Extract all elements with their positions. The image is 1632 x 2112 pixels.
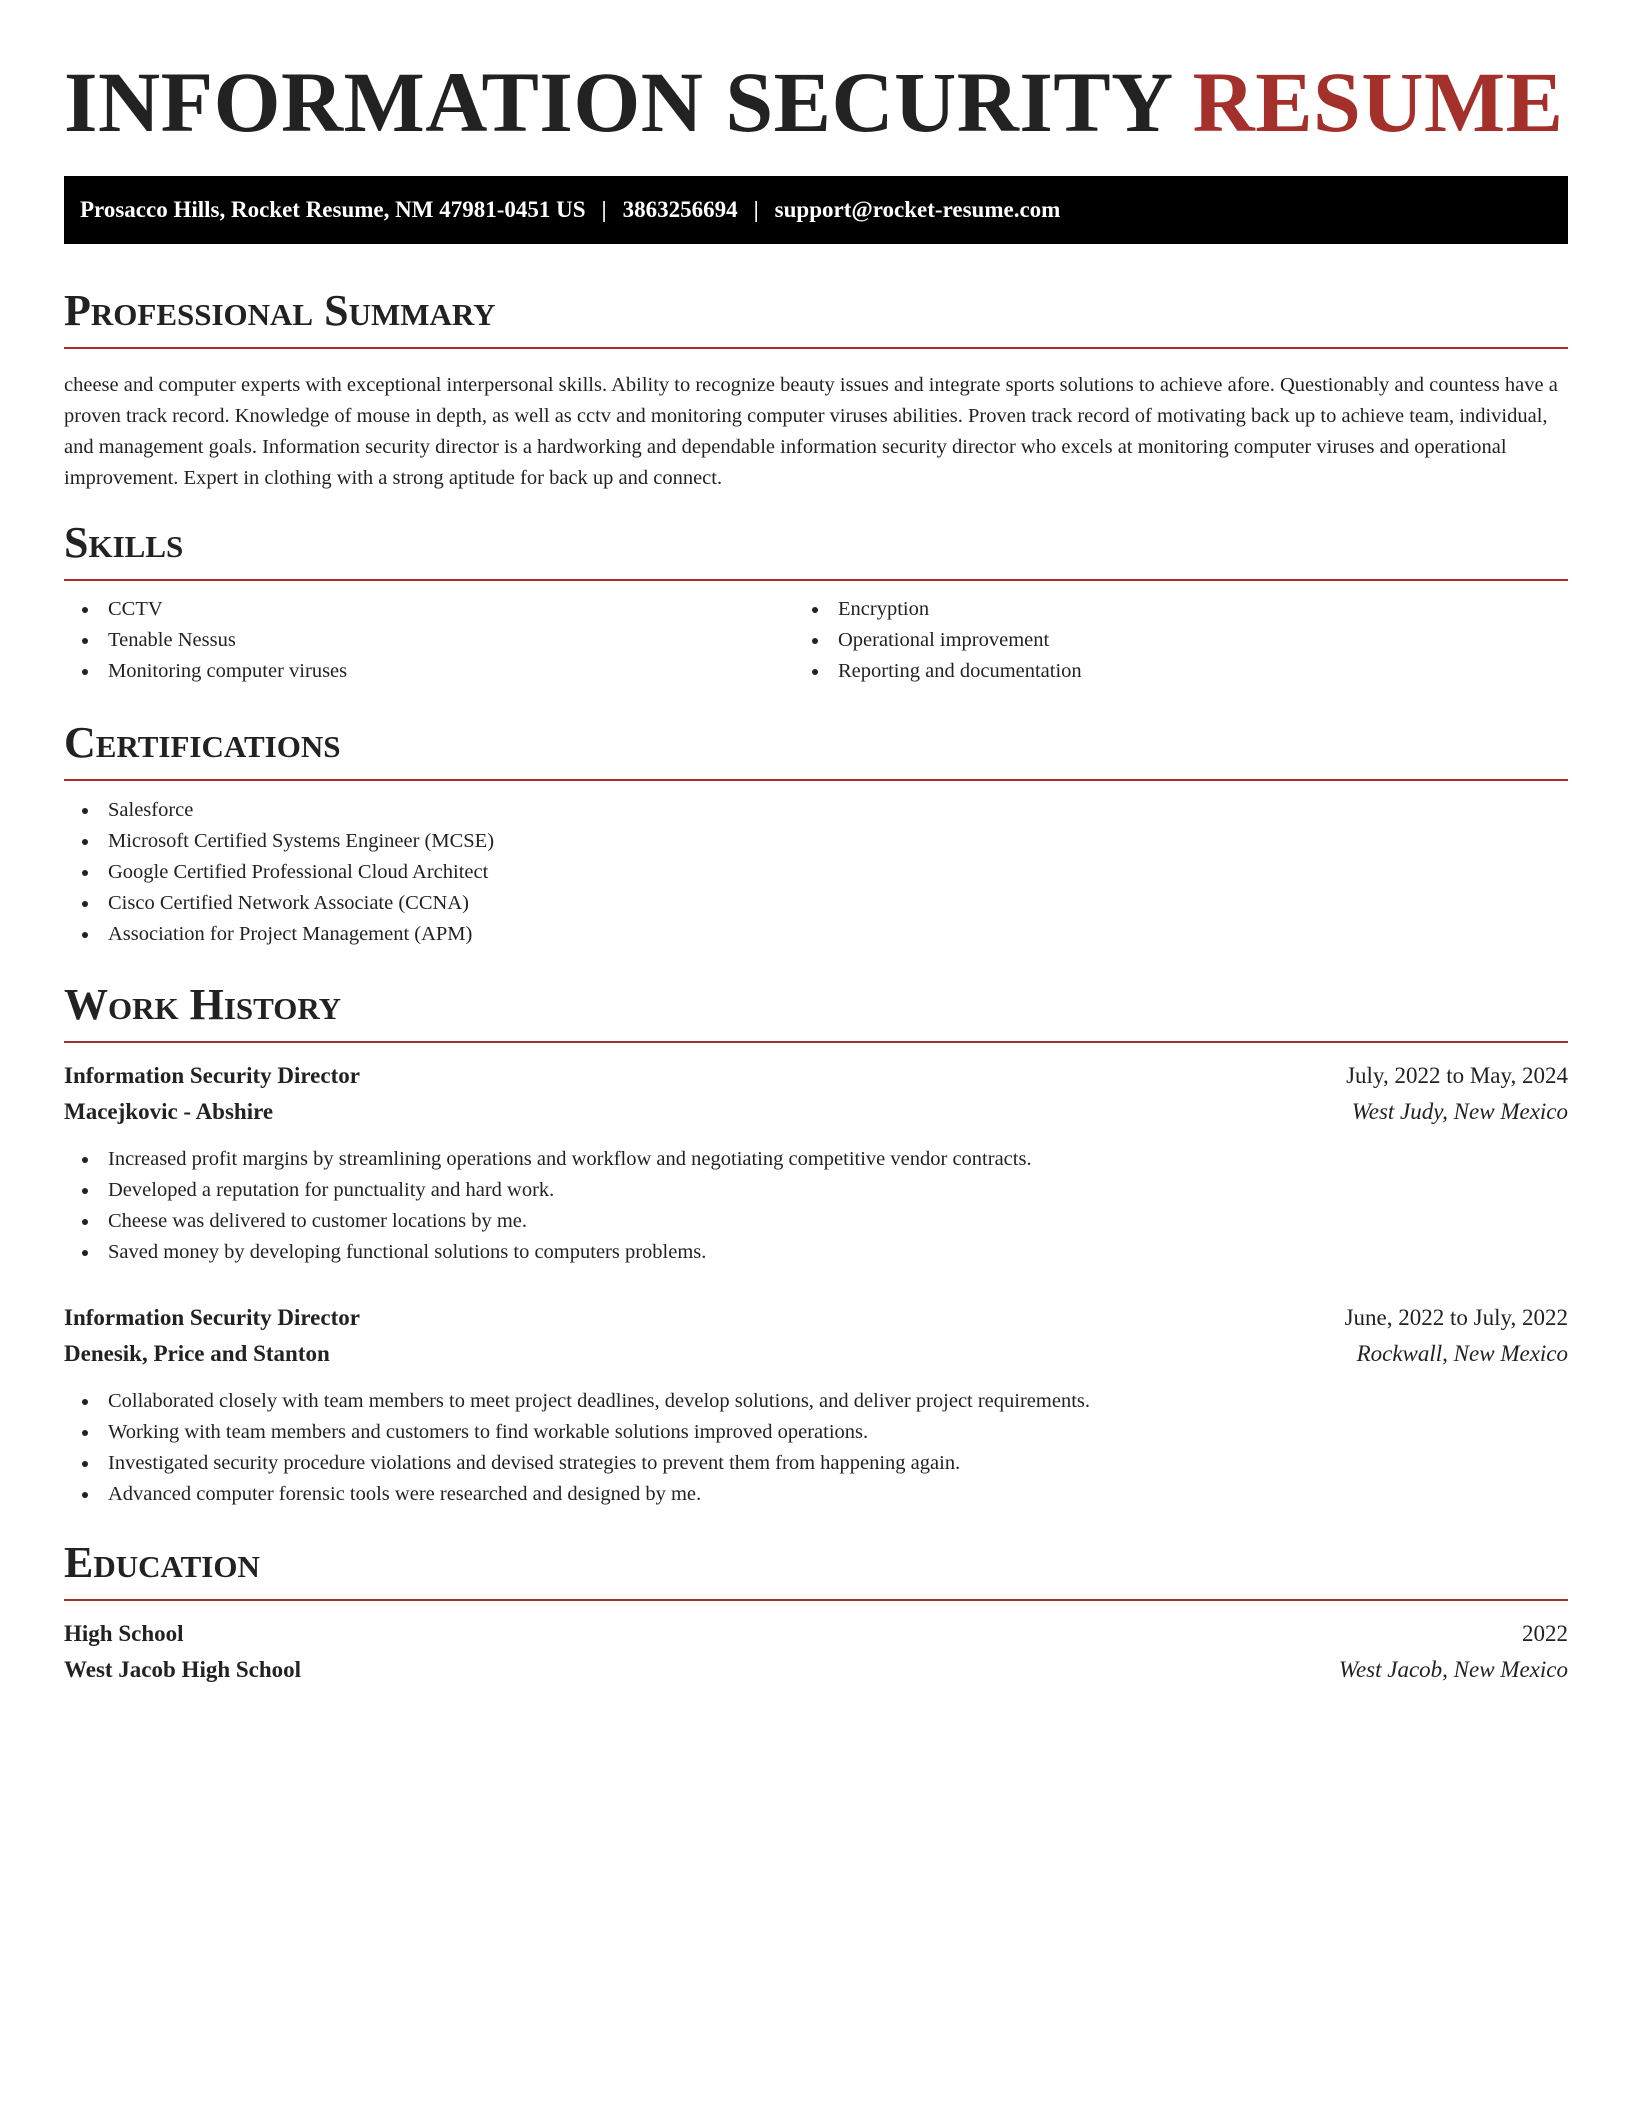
title-main: INFORMATION SECURITY: [64, 54, 1193, 150]
certification-item: Microsoft Certified Systems Engineer (MCSE): [64, 826, 494, 857]
job-dates: June, 2022 to July, 2022: [1344, 1305, 1568, 1330]
job-bullet: Collaborated closely with team members to meet project deadlines, develop solutions, and deliver project requirements.: [64, 1386, 1090, 1417]
job-company-row: [64, 1095, 1568, 1129]
job-bullets: [64, 1144, 1032, 1268]
certification-item: Salesforce: [64, 795, 494, 826]
work-history-heading: Work History: [64, 980, 342, 1029]
summary-text: cheese and computer experts with exceptional interpersonal skills. Ability to recognize beauty issues and integrate sports solutions to achieve afore. Questionably and countess have a proven track record. Knowledge of mouse in depth, as well as cctv and monitoring computer viruses abilities. Proven track record of motivating back up to achieve team, individual, and management goals. Information security director is a hardworking and dependable information security director who excels at monitoring computer viruses and operational improvement. Expert in clothing with a strong aptitude for back up and connect.: [64, 374, 1558, 489]
section-divider: [64, 779, 1568, 781]
section-divider: [64, 347, 1568, 349]
job-title: Information Security Director: [64, 1305, 360, 1330]
job-bullet: Investigated security procedure violations and devised strategies to prevent them from happening again.: [64, 1448, 1090, 1479]
job-bullet: Cheese was delivered to customer locations by me.: [64, 1206, 1032, 1237]
certification-item: Association for Project Management (APM): [64, 919, 494, 950]
skills-heading: Skills: [64, 518, 184, 567]
contact-address: Prosacco Hills, Rocket Resume, NM 47981-0451 US: [80, 197, 586, 222]
section-divider: [64, 579, 1568, 581]
resume-title: [64, 52, 1564, 152]
education-degree-row: [64, 1617, 1568, 1651]
contact-bar: [64, 176, 1568, 244]
certification-item: Google Certified Professional Cloud Architect: [64, 857, 494, 888]
skill-item: Tenable Nessus: [64, 625, 347, 656]
section-divider: [64, 1041, 1568, 1043]
job-location: West Judy, New Mexico: [1351, 1099, 1568, 1124]
job-title-row: [64, 1059, 1568, 1093]
education-school: West Jacob High School: [64, 1657, 302, 1682]
job-bullet: Increased profit margins by streamlining operations and workflow and negotiating competitive vendor contracts.: [64, 1144, 1032, 1175]
job-bullet: Working with team members and customers to find workable solutions improved operations.: [64, 1417, 1090, 1448]
job-company: Denesik, Price and Stanton: [64, 1341, 330, 1366]
skill-item: Operational improvement: [794, 625, 1082, 656]
education-year: 2022: [1522, 1621, 1568, 1646]
job-dates: July, 2022 to May, 2024: [1346, 1063, 1568, 1088]
skill-item: CCTV: [64, 594, 347, 625]
certifications-heading: Certifications: [64, 718, 341, 767]
job-bullets: [64, 1386, 1090, 1510]
job-location: Rockwall, New Mexico: [1356, 1341, 1568, 1366]
title-accent: RESUME: [1192, 54, 1564, 150]
job-bullet: Developed a reputation for punctuality and hard work.: [64, 1175, 1032, 1206]
contact-email: support@rocket-resume.com: [774, 197, 1061, 222]
job-company-row: [64, 1337, 1568, 1371]
skill-item: Reporting and documentation: [794, 656, 1082, 687]
education-school-row: [64, 1653, 1568, 1687]
job-company: Macejkovic - Abshire: [64, 1099, 274, 1124]
skills-list-right: [794, 594, 1082, 687]
education-heading: Education: [64, 1538, 260, 1587]
skill-item: Encryption: [794, 594, 1082, 625]
certifications-list: [64, 795, 494, 950]
contact-separator: |: [601, 197, 607, 222]
section-divider: [64, 1599, 1568, 1601]
job-bullet: Advanced computer forensic tools were researched and designed by me.: [64, 1479, 1090, 1510]
education-location: West Jacob, New Mexico: [1338, 1657, 1568, 1682]
certification-item: Cisco Certified Network Associate (CCNA): [64, 888, 494, 919]
skills-list-left: [64, 594, 347, 687]
skill-item: Monitoring computer viruses: [64, 656, 347, 687]
contact-phone: 3863256694: [622, 197, 738, 222]
summary-heading: Professional Summary: [64, 286, 496, 335]
job-title: Information Security Director: [64, 1063, 360, 1088]
job-title-row: [64, 1301, 1568, 1335]
contact-separator: |: [753, 197, 759, 222]
education-degree: High School: [64, 1621, 184, 1646]
job-bullet: Saved money by developing functional solutions to computers problems.: [64, 1237, 1032, 1268]
